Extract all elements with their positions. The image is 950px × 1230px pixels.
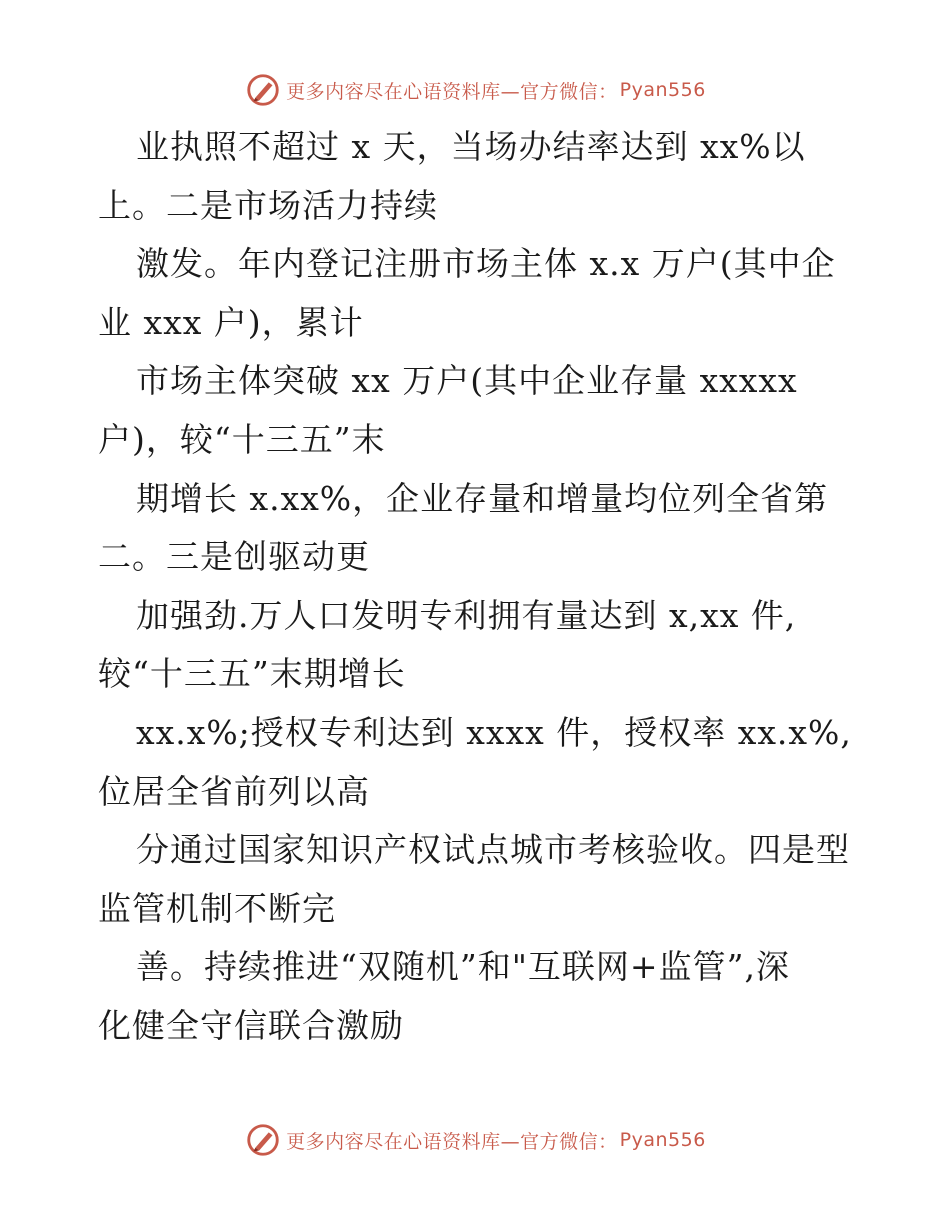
text-line: 业执照不超过 x 天，当场办结率达到 xx%以 — [136, 127, 806, 166]
text-line: 业 xxx 户)，累计 — [98, 302, 364, 342]
footer-watermark — [0, 1120, 950, 1160]
text-line: 户)，较“十三五”末 — [98, 419, 386, 459]
watermark-text: 更多内容尽在心语资料库—官方微信： — [286, 80, 618, 103]
document-body — [98, 118, 888, 1056]
text-line: 上。二是市场活力持续 — [98, 185, 438, 225]
header-watermark — [0, 70, 950, 110]
text-line: 较“十三五”末期增长 — [98, 654, 406, 694]
watermark-wechat-id: Pyan556 — [619, 79, 706, 101]
text-line: 二。三是创驱动更 — [98, 537, 370, 577]
text-line: 化健全守信联合激励 — [98, 1005, 404, 1045]
pen-logo-icon — [244, 1121, 282, 1159]
text-line: 期增长 x.xx%，企业存量和增量均位列全省第 — [136, 478, 829, 518]
text-line: 善。持续推进“双随机”和"互联网+监管”,深 — [136, 947, 790, 987]
text-line: 监管机制不断完 — [98, 888, 336, 928]
text-line: 市场主体突破 xx 万户(其中企业存量 xxxxx — [136, 361, 798, 401]
watermark-wechat-id: Pyan556 — [619, 1129, 706, 1151]
text-line: 位居全省前列以高 — [98, 771, 370, 811]
pen-logo-icon — [244, 71, 282, 109]
text-line: 激发。年内登记注册市场主体 x.x 万户(其中企 — [136, 244, 836, 284]
watermark-text: 更多内容尽在心语资料库—官方微信： — [286, 1130, 618, 1153]
text-line: 加强劲.万人口发明专利拥有量达到 x,xx 件, — [136, 595, 797, 635]
text-line: xx.x%;授权专利达到 xxxx 件，授权率 xx.x%, — [136, 712, 852, 752]
text-line: 分通过国家知识产权试点城市考核验收。四是型 — [136, 830, 850, 870]
